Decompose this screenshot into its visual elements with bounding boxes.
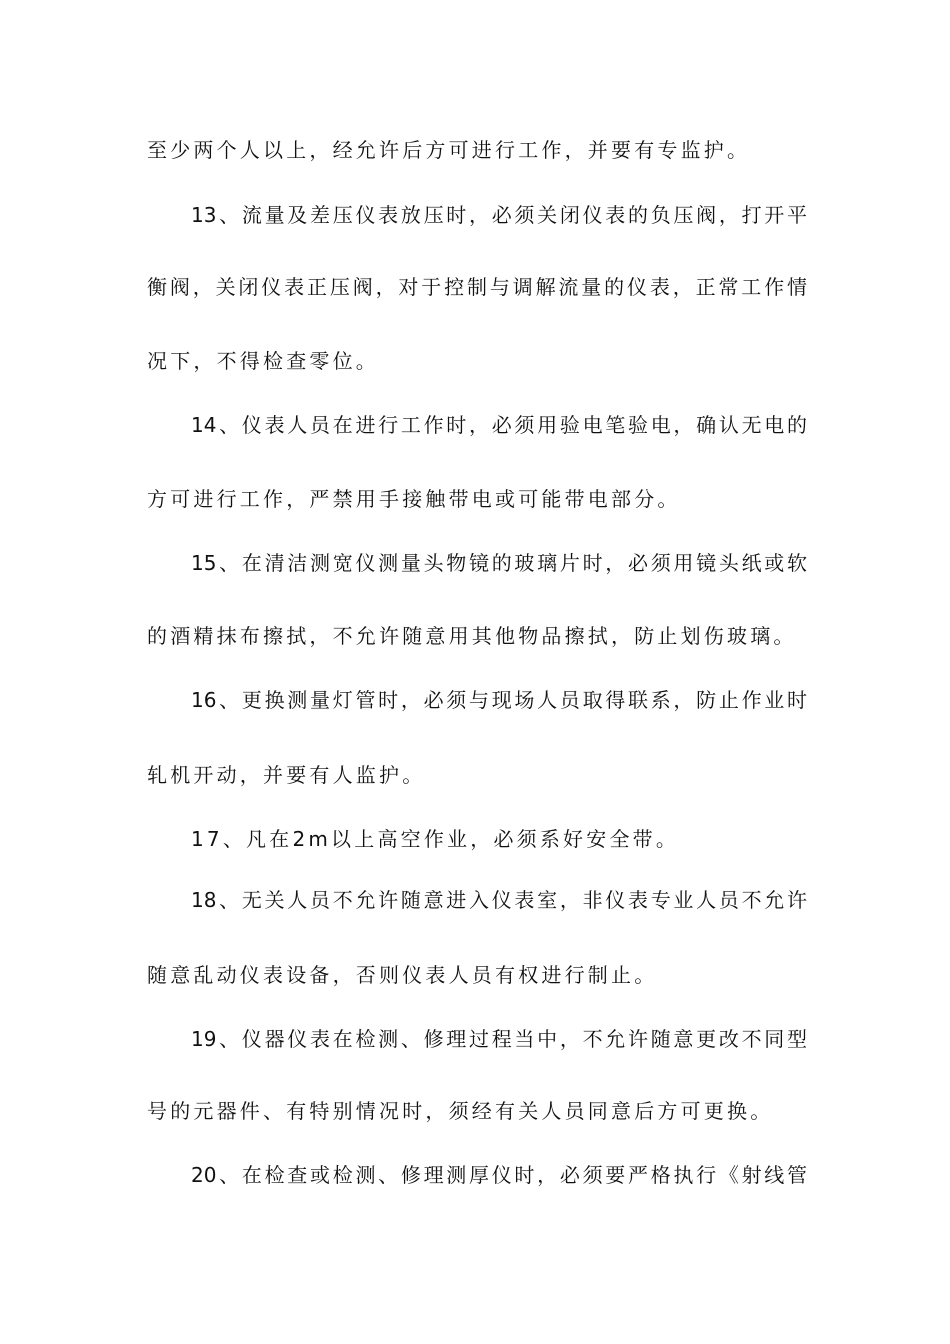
paragraph-16-line-1: 16、更换测量灯管时，必须与现场人员取得联系，防止作业时 [191,688,807,712]
paragraph-13-line-2: 衡阀，关闭仪表正压阀，对于控制与调解流量的仪表，正常工作情 [147,275,807,299]
paragraph-13-line-3: 况下，不得检查零位。 [147,349,379,373]
paragraph-18-line-2: 随意乱动仪表设备，否则仪表人员有权进行制止。 [147,963,658,987]
paragraph-18-line-1: 18、无关人员不允许随意进入仪表室，非仪表专业人员不允许 [191,888,807,912]
paragraph-20-line-1: 20、在检查或检测、修理测厚仪时，必须要严格执行《射线管 [191,1163,807,1187]
paragraph-19-line-2: 号的元器件、有特别情况时，须经有关人员同意后方可更换。 [147,1099,774,1123]
paragraph-15-line-1: 15、在清洁测宽仪测量头物镜的玻璃片时，必须用镜头纸或软 [191,551,807,575]
paragraph-16-line-2: 轧机开动，并要有人监护。 [147,763,426,787]
paragraph-13-line-1: 13、流量及差压仪表放压时，必须关闭仪表的负压阀，打开平 [191,203,807,227]
paragraph-14-line-1: 14、仪表人员在进行工作时，必须用验电笔验电，确认无电的 [191,413,807,437]
paragraph-15-line-2: 的酒精抹布擦拭，不允许随意用其他物品擦拭，防止划伤玻璃。 [147,624,797,648]
paragraph-12-line-end: 至少两个人以上，经允许后方可进行工作，并要有专监护。 [147,138,751,162]
paragraph-19-line-1: 19、仪器仪表在检测、修理过程当中，不允许随意更改不同型 [191,1027,807,1051]
paragraph-17: 17、凡在2m以上高空作业，必须系好安全带。 [191,827,680,851]
paragraph-14-line-2: 方可进行工作，严禁用手接触带电或可能带电部分。 [147,487,681,511]
